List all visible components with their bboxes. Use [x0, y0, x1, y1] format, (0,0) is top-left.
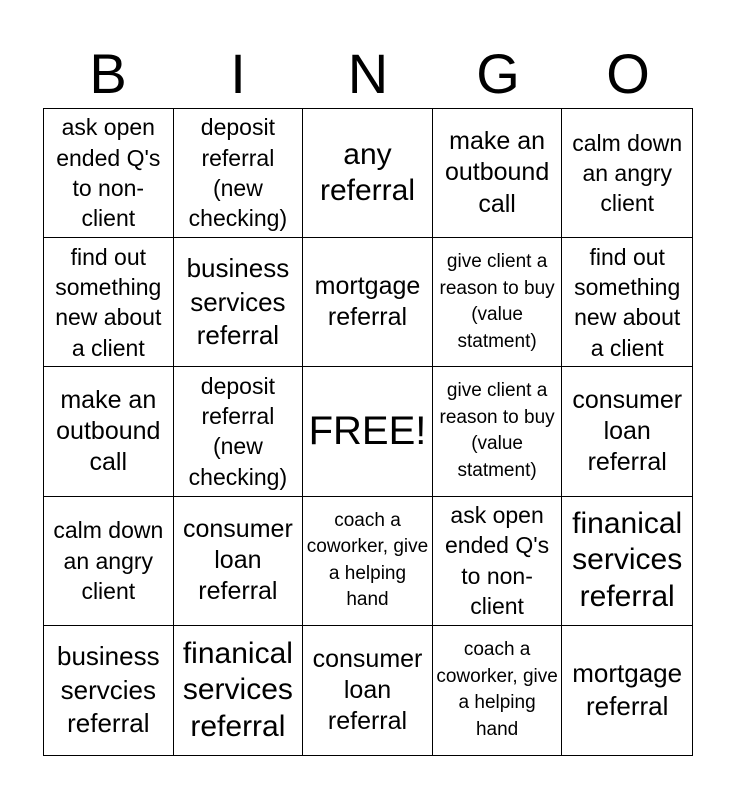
bingo-cell-r2-c4[interactable] [433, 238, 563, 367]
bingo-cell-r3-c5[interactable] [562, 367, 692, 496]
bingo-cell-r4-c3[interactable] [303, 497, 433, 626]
header-letter-i: I [230, 42, 246, 105]
bingo-cell-r4-c1[interactable] [44, 497, 174, 626]
bingo-cell-r4-c5[interactable] [562, 497, 692, 626]
bingo-cell-r2-c1[interactable] [44, 238, 174, 367]
bingo-cell-r1-c1[interactable] [44, 109, 174, 238]
cell-text: find out something new about a client [574, 243, 681, 361]
header-letter-o: O [606, 42, 650, 105]
cell-text: consumer loan referral [183, 514, 293, 606]
cell-text: business services referral [186, 253, 290, 350]
header-letter-n: N [347, 42, 389, 105]
bingo-board [43, 108, 693, 756]
bingo-cell-r3-c4[interactable] [433, 367, 563, 496]
bingo-cell-r5-c3[interactable] [303, 626, 433, 755]
cell-text: any referral [319, 137, 415, 208]
bingo-cell-r5-c4[interactable] [433, 626, 563, 755]
bingo-cell-r2-c2[interactable] [174, 238, 304, 367]
cell-text: deposit referral (new checking) [188, 372, 288, 490]
bingo-cell-r1-c2[interactable] [174, 109, 304, 238]
bingo-cell-r5-c1[interactable] [44, 626, 174, 755]
cell-text: find out something new about a client [55, 243, 162, 361]
cell-text: consumer loan referral [572, 385, 683, 477]
bingo-cell-r2-c3[interactable] [303, 238, 433, 367]
cell-text: business servcies referral [56, 641, 160, 739]
cell-text: make an outbound call [56, 385, 161, 477]
cell-text: coach a coworker, give a helping hand [436, 639, 558, 740]
bingo-cell-r3-c2[interactable] [174, 367, 304, 496]
header-letter-g: G [476, 42, 520, 105]
bingo-cell-r5-c2[interactable] [174, 626, 304, 755]
cell-text: ask open ended Q's to non-client [445, 501, 550, 620]
cell-text: finanical services referral [182, 636, 293, 743]
bingo-cell-r5-c5[interactable] [562, 626, 692, 755]
bingo-cell-r3-c1[interactable] [44, 367, 174, 496]
free-space-label: FREE! [308, 409, 427, 454]
cell-text: mortgage referral [572, 658, 683, 722]
header-letter-b: B [89, 42, 127, 105]
bingo-cell-r4-c4[interactable] [433, 497, 563, 626]
bingo-cell-r4-c2[interactable] [174, 497, 304, 626]
cell-text: deposit referral (new checking) [188, 114, 288, 232]
cell-text: make an outbound call [444, 127, 550, 218]
cell-text: consumer loan referral [312, 644, 423, 736]
cell-text: coach a coworker, give a helping hand [306, 509, 429, 611]
bingo-cell-r1-c3[interactable] [303, 109, 433, 238]
cell-text: mortgage referral [314, 272, 421, 332]
cell-text: give client a reason to buy (value statment) [439, 380, 555, 482]
cell-text: finanical services referral [572, 506, 683, 613]
bingo-header [43, 40, 693, 108]
bingo-cell-r1-c5[interactable] [562, 109, 692, 238]
cell-text: calm down an angry client [572, 129, 683, 217]
bingo-cell-r1-c4[interactable] [433, 109, 563, 238]
bingo-cell-free[interactable] [303, 367, 433, 496]
cell-text: give client a reason to buy (value statment) [439, 251, 555, 352]
cell-text: calm down an angry client [53, 517, 164, 604]
cell-text: ask open ended Q's to non-client [56, 114, 161, 232]
bingo-cell-r2-c5[interactable] [562, 238, 692, 367]
